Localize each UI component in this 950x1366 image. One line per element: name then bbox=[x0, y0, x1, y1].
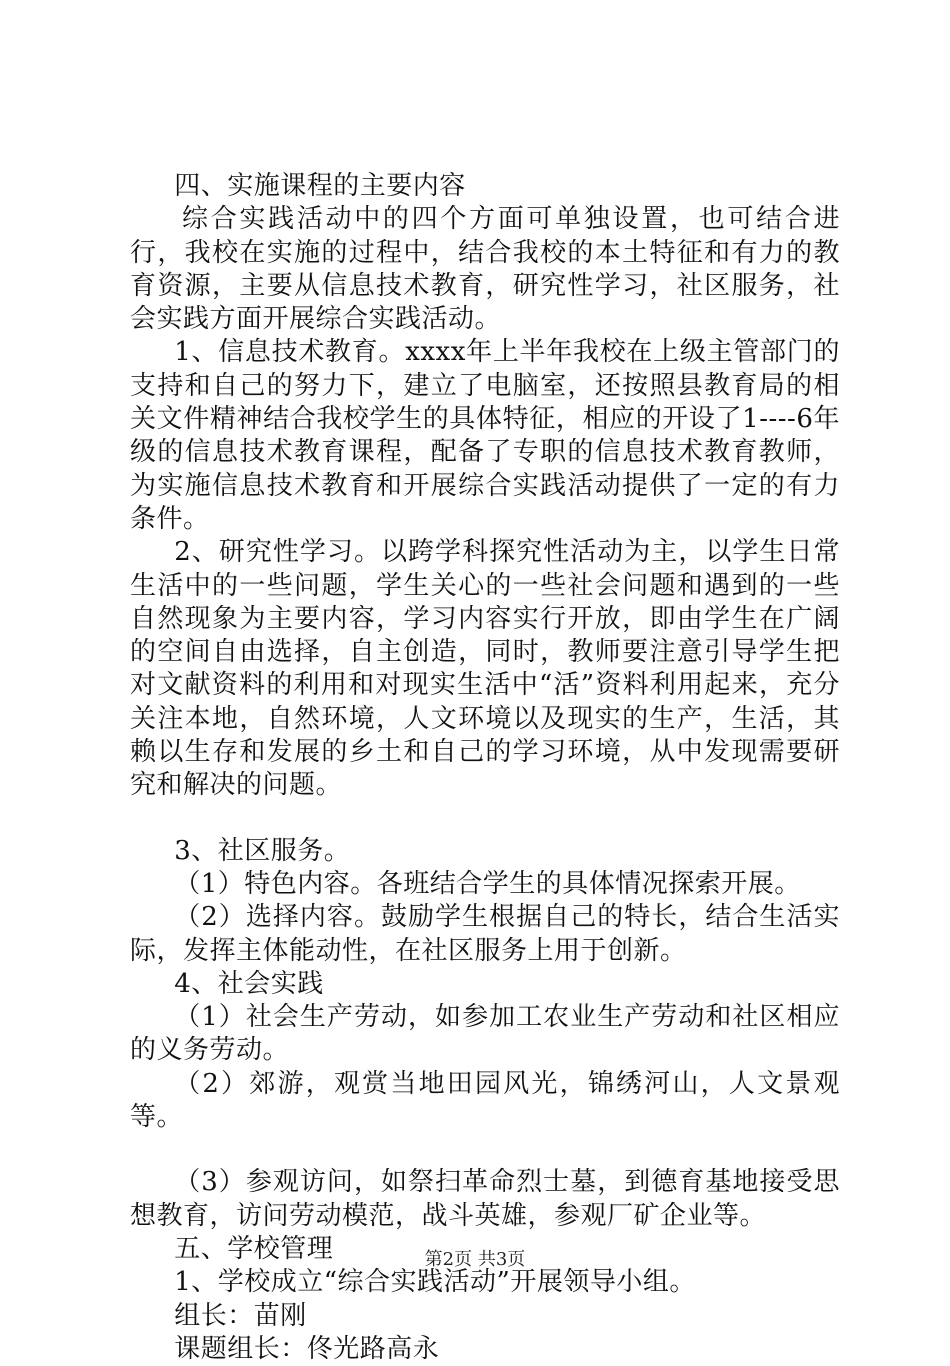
spacer bbox=[130, 1134, 840, 1166]
item-3-title: 3、社区服务。 bbox=[174, 835, 351, 866]
section-5-heading: 五、学校管理 bbox=[174, 1233, 334, 1264]
item-4-sub-1: （1）社会生产劳动，如参加工农业生产劳动和社区相应的义务劳动。 bbox=[130, 1002, 840, 1066]
item-4-title: 4、社会实践 bbox=[174, 968, 324, 999]
item-2-research: 2、研究性学习。以跨学科探究性活动为主，以学生日常生活中的一些问题，学生关心的一些社会问题和遇到的一些自然现象为主要内容，学习内容实行开放，即由学生在广阔的空间自由选择，自主创造，同时，教师要注意引导学生把对文献资料的利用和对现实生活中“活”资料利用起来，充分关注本地，自然环境，人文环境以及现实的生产，生活，其赖以生存和发展的乡土和自己的学习环境，从中发现需要研究和解决的问题。 bbox=[130, 537, 840, 801]
section-4-heading: 四、实施课程的主要内容 bbox=[174, 171, 466, 201]
item-3-sub-1: （1）特色内容。各班结合学生的具体情况探索开展。 bbox=[174, 868, 801, 899]
section-4-intro: 综合实践活动中的四个方面可单独设置，也可结合进行，我校在实施的过程中，结合我校的本土特征和有力的教育资源，主要从信息技术教育，研究性学习，社区服务，社会实践方面开展综合实践活动。 bbox=[130, 204, 840, 335]
spacer bbox=[130, 803, 840, 835]
leader-line: 组长：苗刚 bbox=[174, 1300, 307, 1331]
item-4-sub-3: （3）参观访问，如祭扫革命烈士墓，到德育基地接受思想教育，访问劳动模范，战斗英雄，参观厂矿企业等。 bbox=[130, 1167, 840, 1231]
group-leader-line: 课题组长：佟光路高永 bbox=[174, 1333, 440, 1364]
item-1-info-tech: 1、信息技术教育。xxxx年上半年我校在上级主管部门的支持和自己的努力下，建立了电脑室，还按照县教育局的相关文件精神结合我校学生的具体特征，相应的开设了1----6年级的信息技术教育课程，配备了专职的信息技术教育教师，为实施信息技术教育和开展综合实践活动提供了一定的有力条件。 bbox=[130, 337, 840, 534]
document-body bbox=[130, 170, 840, 1366]
item-3-sub-2: （2）选择内容。鼓励学生根据自己的特长，结合生活实际，发挥主体能动性，在社区服务上用于创新。 bbox=[130, 902, 840, 966]
page-footer: 第2页 共3页 bbox=[424, 1249, 526, 1270]
item-4-sub-2: （2）郊游，观赏当地田园风光，锦绣河山，人文景观等。 bbox=[130, 1068, 840, 1133]
section-5-item-1: 1、学校成立“综合实践活动”开展领导小组。 bbox=[174, 1267, 696, 1298]
